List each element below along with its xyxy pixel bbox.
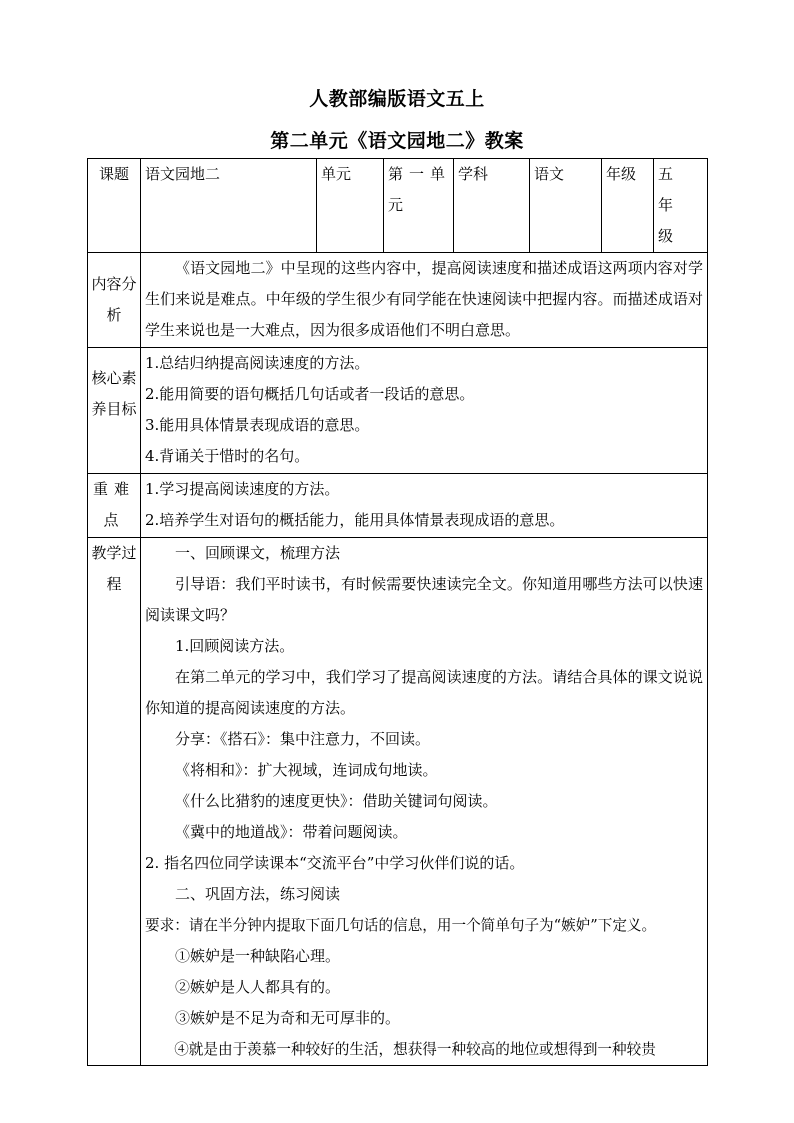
- document-subtitle: 第二单元《语文园地二》教案: [270, 130, 524, 152]
- goals-list: [141, 348, 708, 474]
- process-line: 1.回顾阅读方法。: [175, 637, 295, 655]
- analysis-row: [88, 253, 708, 348]
- process-line: 在第二单元的学习中，我们学习了提高阅读速度的方法。请结合具体的课文说说你知道的提高阅读速度的方法。: [145, 668, 703, 717]
- goal-item: 4.背诵关于惜时的名句。: [145, 447, 310, 465]
- process-line: 引导语：我们平时读书，有时候需要快速读完全文。你知道用哪些方法可以快速阅读课文吗？: [145, 575, 703, 624]
- subject-value: 语文: [530, 159, 602, 253]
- grade-value: 五年级: [654, 159, 708, 253]
- keypoint-item: 1.学习提高阅读速度的方法。: [145, 480, 340, 498]
- process-line: ②嫉妒是人人都具有的。: [175, 978, 341, 996]
- keypoints-list: [141, 474, 708, 538]
- process-line: ③嫉妒是不足为奇和无可厚非的。: [175, 1009, 401, 1027]
- process-content: [141, 538, 708, 1066]
- process-line: 分享：《搭石》：集中注意力，不回读。: [175, 730, 431, 748]
- goals-label: 核心素养目标: [88, 348, 141, 474]
- goal-item: 3.能用具体情景表现成语的意思。: [145, 416, 370, 434]
- goals-row: [88, 348, 708, 474]
- process-line: ④就是由于羡慕一种较好的生活，想获得一种较高的地位或想得到一种较贵: [174, 1041, 656, 1058]
- document-title: 人教部编版语文五上: [309, 88, 485, 110]
- process-line: 要求：请在半分钟内提取下面几句话的信息，用一个简单句子为“嫉妒”下定义。: [145, 917, 657, 934]
- unit-label: 单元: [317, 159, 384, 253]
- lesson-plan-table: [87, 158, 708, 1066]
- unit-value: 第一单元: [384, 159, 454, 253]
- process-label: 教学过程: [88, 538, 141, 1066]
- header-row: [88, 159, 708, 253]
- process-line: 二、巩固方法，练习阅读: [175, 885, 341, 903]
- goal-item: 1.总结归纳提高阅读速度的方法。: [145, 354, 370, 372]
- goal-item: 2.能用简要的语句概括几句话或者一段话的意思。: [145, 385, 475, 403]
- process-line: ①嫉妒是一种缺陷心理。: [175, 947, 341, 965]
- process-line: 2. 指名四位同学读课本“交流平台”中学习伙伴们说的话。: [145, 854, 525, 872]
- keypoints-row: [88, 474, 708, 538]
- process-line: 《冀中的地道战》：带着问题阅读。: [175, 823, 408, 841]
- keypoints-label: 重难点: [88, 474, 141, 538]
- analysis-label: 内容分析: [88, 253, 141, 348]
- process-line: 《什么比猎豹的速度更快》：借助关键词句阅读。: [175, 792, 498, 810]
- topic-label: 课题: [88, 159, 141, 253]
- process-row: [88, 538, 708, 1066]
- analysis-text: 《语文园地二》中呈现的这些内容中，提高阅读速度和描述成语这两项内容对学生们来说是难点。中年级的学生很少有同学能在快速阅读中把握内容。而描述成语对学生来说也是一大难点，因为很多成语他们不明白意思。: [141, 253, 708, 348]
- grade-label: 年级: [602, 159, 654, 253]
- topic-value: 语文园地二: [141, 159, 317, 253]
- subject-label: 学科: [454, 159, 530, 253]
- process-line: 《将相和》：扩大视域，连词成句地读。: [175, 761, 438, 779]
- keypoint-item: 2.培养学生对语句的概括能力，能用具体情景表现成语的意思。: [145, 511, 565, 529]
- process-line: 一、回顾课文，梳理方法: [175, 544, 341, 562]
